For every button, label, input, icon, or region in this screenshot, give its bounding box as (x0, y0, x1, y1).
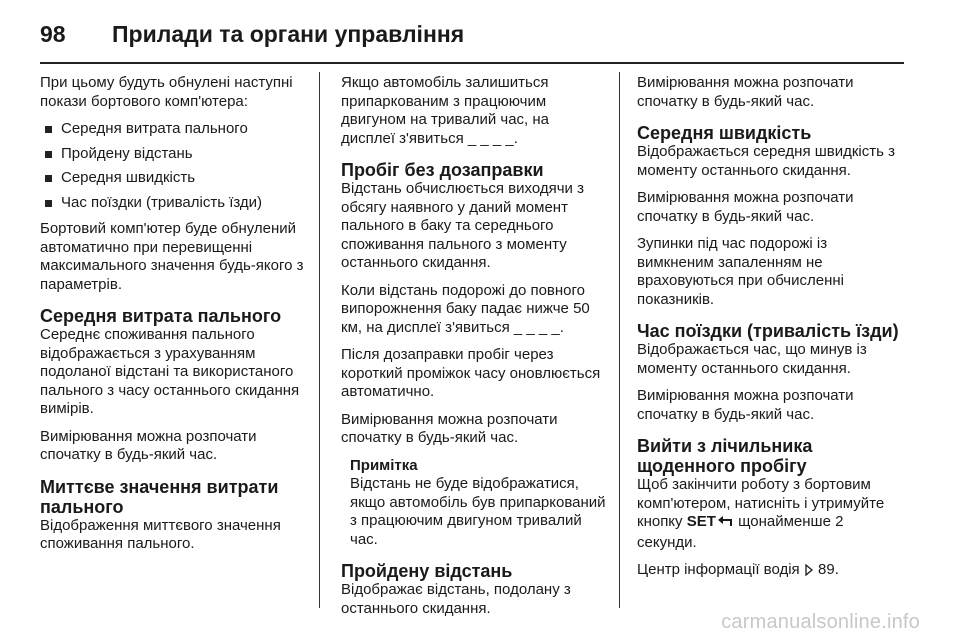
paragraph: Вимірювання можна розпочати спочатку в будь-який час. (637, 189, 854, 225)
paragraph: Вимірювання можна розпочати спочатку в будь-який час. (637, 74, 854, 110)
paragraph: Якщо автомобіль залишиться припаркованим з працюючим двигуном на тривалий час, на дисплеї з'явиться _ _ _ _. (341, 74, 550, 147)
paragraph: Вимірювання можна розпочати спочатку в будь-який час. (637, 387, 854, 423)
intro-text: При цьому будуть обнулені наступні покази бортового комп'ютера: (40, 74, 293, 110)
section-heading-range: Пробіг без дозаправки (341, 160, 544, 180)
auto-reset-text: Бортовий комп'ютер буде обнулений автоматично при перевищенні максимального значення будь-якого з параметрів. (40, 220, 304, 293)
note-title: Примітка (350, 456, 418, 474)
paragraph: Відстань обчислюється виходячи з обсягу наявного у даний момент пального в баку та середнього споживання пального з моменту останнього скидання. (341, 180, 584, 271)
paragraph: Після дозаправки пробіг через короткий проміжок часу оновлюється автоматично. (341, 346, 601, 400)
paragraph: Вимірювання можна розпочати спочатку в будь-який час. (341, 410, 558, 446)
bullet-square-icon (45, 175, 52, 182)
column-3 (637, 74, 907, 591)
note-box (341, 457, 607, 550)
paragraph: Відображення миттєвого значення споживання пального. (40, 516, 281, 552)
set-return-arrow-icon (716, 514, 734, 534)
column-2 (341, 74, 607, 627)
column-divider-2 (619, 72, 620, 608)
section-heading-distance: Пройдену відстань (341, 561, 513, 581)
paragraph: Коли відстань подорожі до повного випорожнення баку падає нижче 50 км, на дисплеї з'явиться _ _ _ _. (341, 281, 590, 336)
column-divider-1 (319, 72, 320, 608)
bullet-square-icon (45, 200, 52, 207)
page-title: Прилади та органи управління (112, 20, 465, 47)
header-rule (40, 62, 904, 64)
list-item: Пройдену відстань (40, 145, 308, 164)
section-heading-exit-trip: Вийти з лічильника щоденного пробігу (637, 436, 813, 476)
paragraph: Відображається час, що минув із моменту останнього скидання. (637, 341, 867, 377)
page-header (40, 14, 900, 54)
paragraph: Відображається середня швидкість з моменту останнього скидання. (637, 143, 895, 179)
paragraph: Вимірювання можна розпочати спочатку в будь-який час. (40, 427, 257, 463)
page-number: 98 (40, 20, 66, 47)
section-heading-avg-speed: Середня швидкість (637, 123, 812, 143)
bullet-square-icon (45, 126, 52, 133)
column-1 (40, 74, 308, 563)
bullet-square-icon (45, 151, 52, 158)
section-heading-trip-time: Час поїздки (тривалість їзди) (637, 321, 899, 341)
set-key-label: SET (686, 513, 716, 530)
list-item: Середня витрата пального (40, 120, 308, 139)
section-heading-avg-consumption: Середня витрата пального (40, 306, 282, 326)
note-text: Відстань не буде відображатися, якщо автомобіль був припаркований з працюючим двигуном тривалий час. (350, 475, 606, 548)
list-item: Середня швидкість (40, 169, 308, 188)
paragraph-exit: Щоб закінчити роботу з бортовим комп'ютером, натисніть і утримуйте кнопку SET щонайменше 2 секунди. (637, 476, 885, 551)
paragraph-reference: Центр інформації водія 89. (637, 561, 907, 582)
paragraph: Зупинки під час подорожі із вимкненим запаленням не враховуються при обчисленні показників. (637, 235, 844, 308)
page-reference[interactable]: 89. (818, 561, 839, 578)
paragraph: Відображає відстань, подолану з останнього скидання. (341, 581, 571, 617)
paragraph: Середнє споживання пального відображається з урахуванням подоланої відстані та використаного пального з часу останнього скидання вимірів. (40, 326, 300, 417)
page-reference-arrow-icon (804, 563, 814, 582)
watermark: carmanualsonline.info (721, 611, 920, 633)
list-item: Час поїздки (тривалість їзди) (40, 194, 308, 213)
reset-items-list (40, 120, 308, 212)
section-heading-instant-consumption: Миттєве значення витрати пального (40, 476, 279, 517)
